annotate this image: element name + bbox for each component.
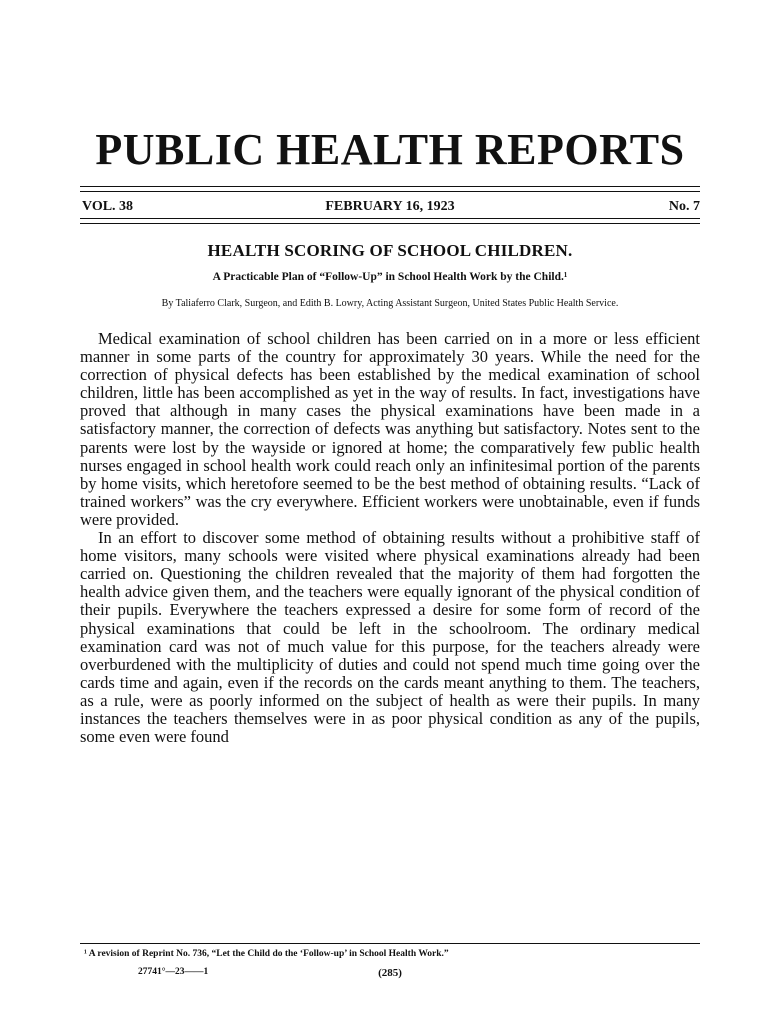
volume-number: VOL. 38 [82,199,134,214]
issue-number: No. 7 [668,199,700,214]
document-page [80,0,700,1024]
body-paragraph: In an effort to discover some method of obtaining results without a prohibitive staff of home visitors, many schools were visited where physical examinations already had been carried on. Questioning the children revealed that the majority of them had forgotten the health advice given them, and the teachers were equally ignorant of the physical condition of their pupils. Everywhere the teachers expressed a desire for some form of record of the physical examinations that could be left in the schoolroom. The ordinary medical examination card was not of much value for this purpose, for the teachers already were overburdened with the multiplicity of duties and could not spend much time going over the cards time and again, even if the records on the cards meant anything to them. The teachers, as a rule, were as poorly informed on the subject of health as were their pupils. In many instances the teachers themselves were in as poor physical condition as any of the pupils, some even were found [80,528,700,747]
footnote-rule [80,943,700,944]
article-body [80,330,700,746]
article-byline: By Taliaferro Clark, Surgeon, and Edith B. Lowry, Acting Assistant Surgeon, United States Public Health Service. [161,298,619,309]
page-number: (285) [378,967,402,979]
article-title: HEALTH SCORING OF SCHOOL CHILDREN. [207,241,573,260]
body-paragraph: Medical examination of school children has been carried on in a more or less efficient manner in some parts of the country for approximately 30 years. While the need for the correction of physical defects has been established by the medical examination of school children, little has been accomplished as yet in the way of results. In fact, investigations have proved that although in many cases the physical examinations have been made in a satisfactory manner, the correction of defects was anything but satisfactory. Notes sent to the parents were lost by the wayside or ignored at home; the comparatively few public health nurses engaged in school health work could reach only an infinitesimal portion of the parents by home visits, which heretofore seemed to be the best method of obtaining results. “Lack of trained workers” was the cry everywhere. Efficient workers were unobtainable, even if funds were provided. [80,329,700,529]
masthead-top-rule [80,186,700,192]
print-code: 27741°—23——1 [138,967,209,977]
article-subtitle: A Practicable Plan of “Follow-Up” in School Health Work by the Child.¹ [212,271,568,283]
issue-date: FEBRUARY 16, 1923 [325,199,455,214]
journal-title: PUBLIC HEALTH REPORTS [95,125,685,174]
masthead [80,199,700,219]
masthead-bottom-rule [80,218,700,224]
footnote: ¹ A revision of Reprint No. 736, “Let the Child do the ‘Follow-up’ in School Health Work.” [84,949,449,959]
